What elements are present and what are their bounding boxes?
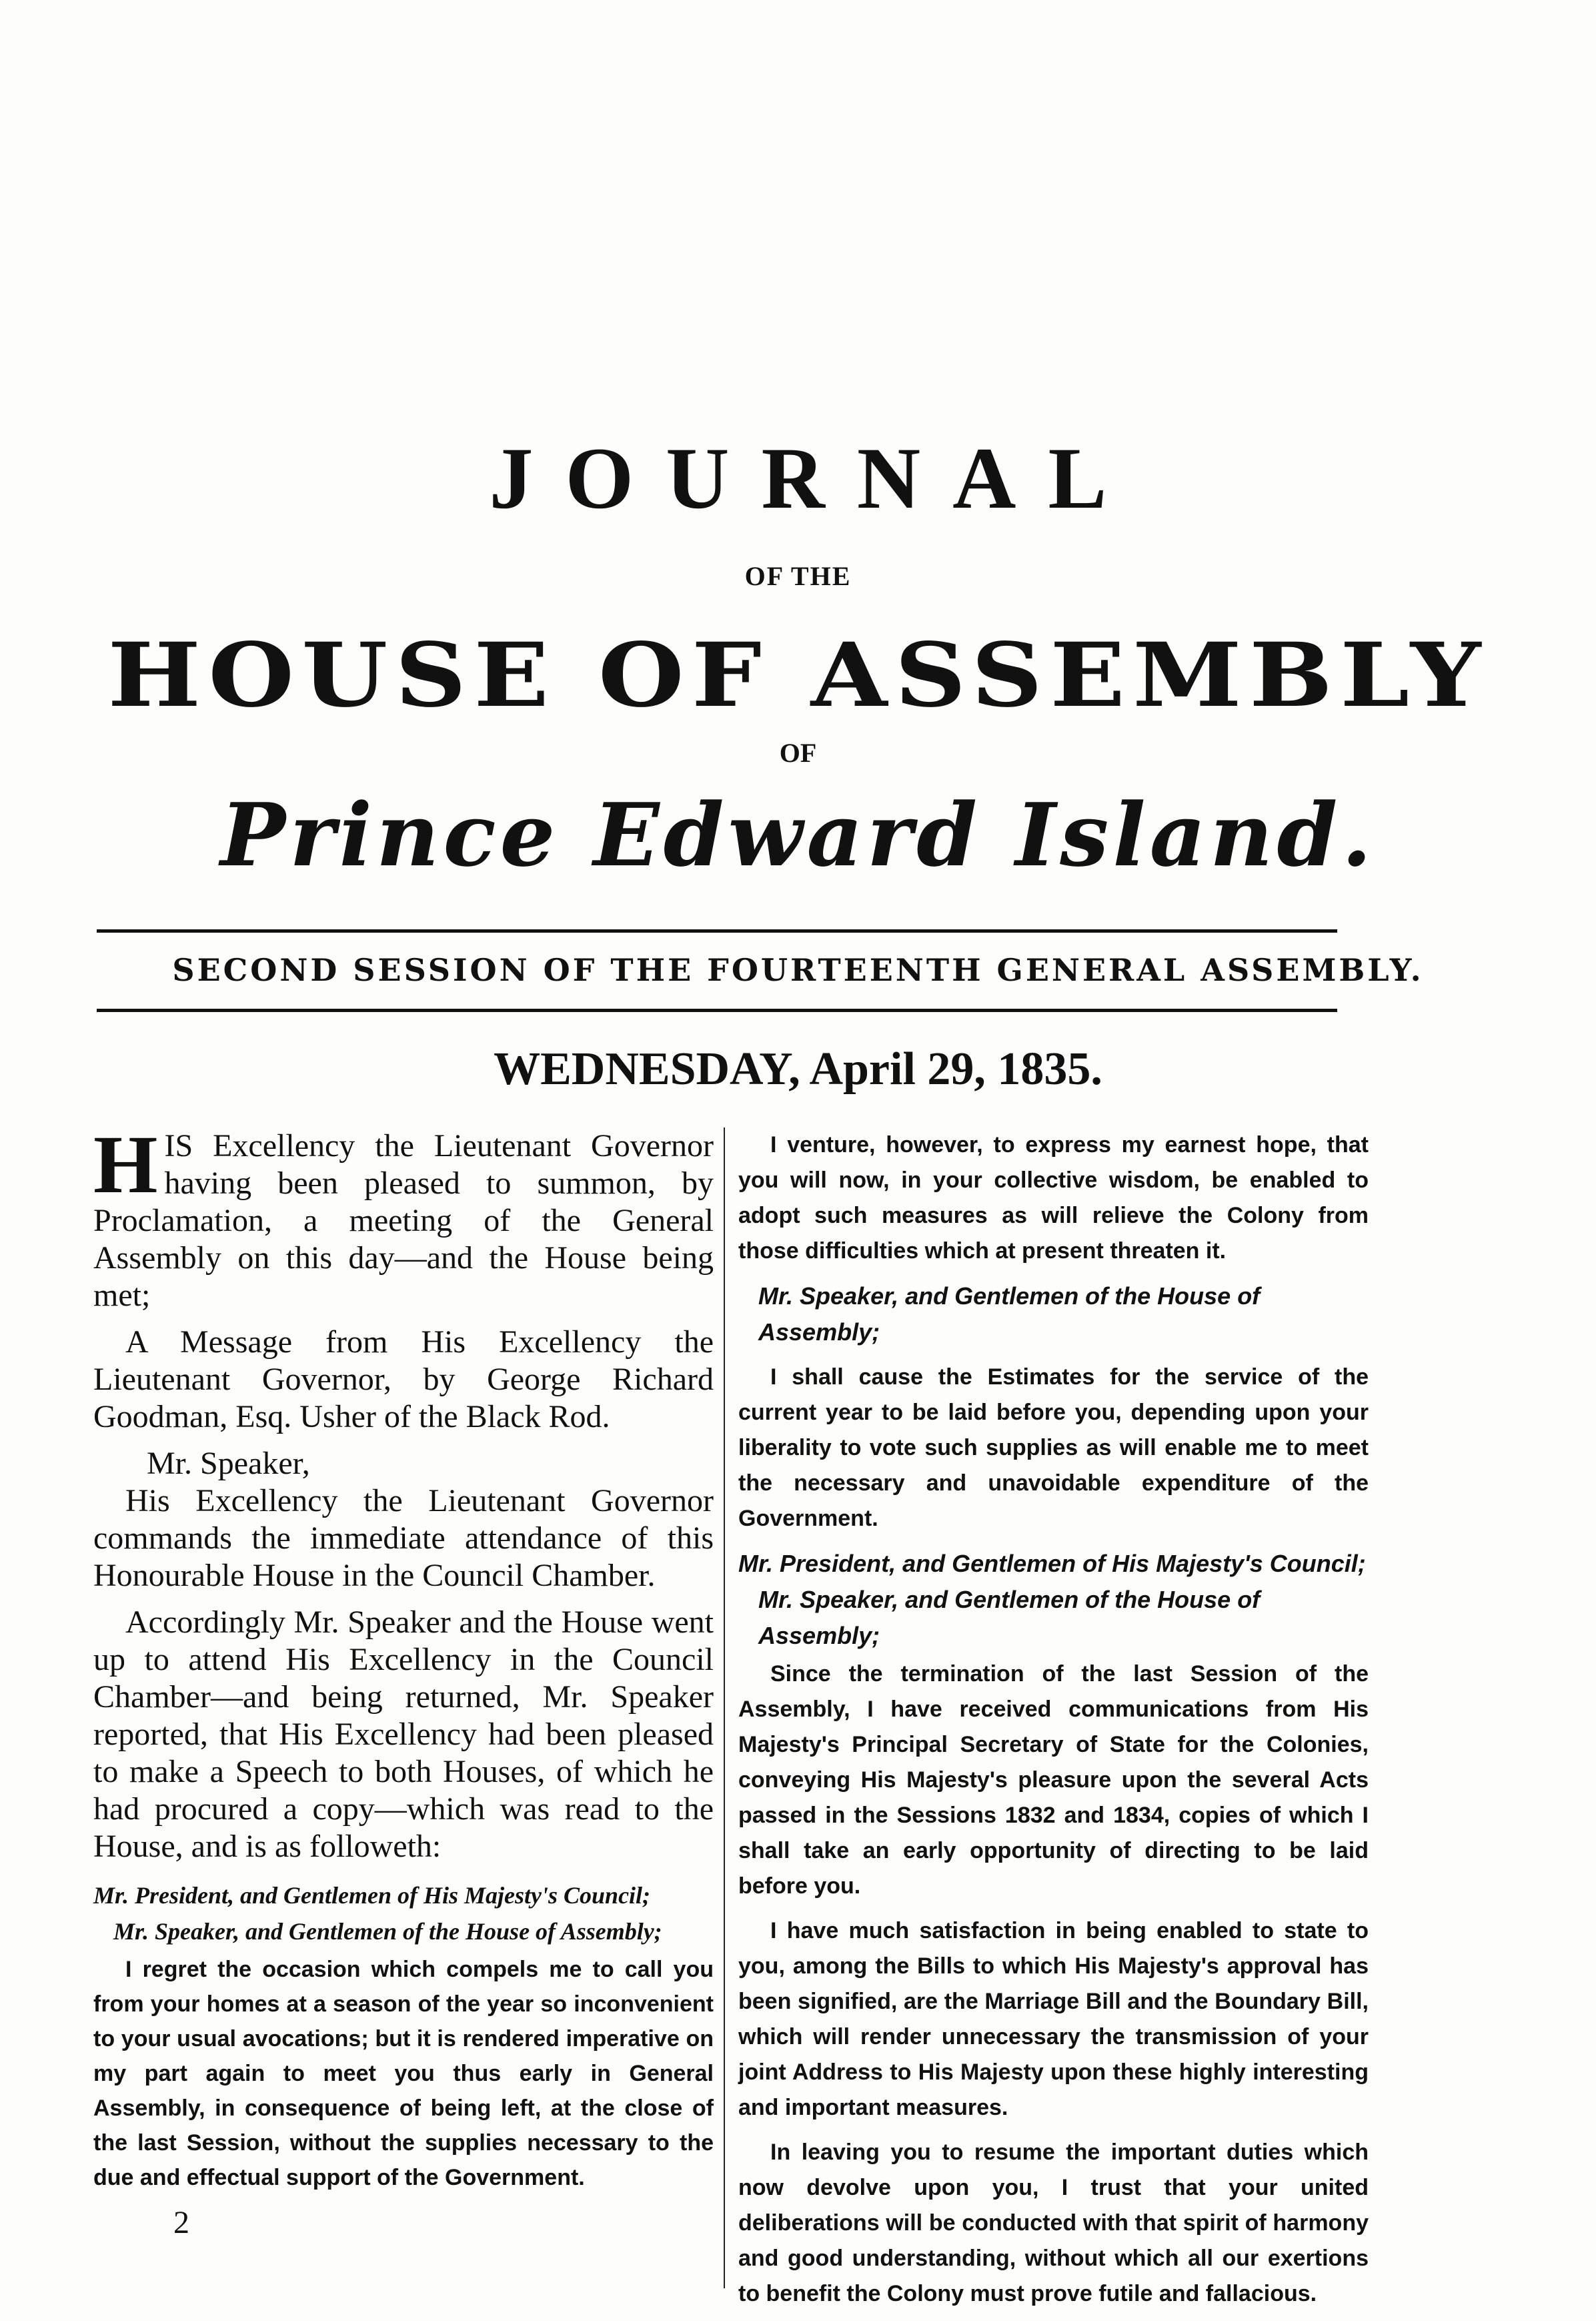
opening-paragraph — [93, 1119, 714, 1314]
session-heading: SECOND SESSION OF THE FOURTEENTH GENERAL ASSEMBLY. — [172, 952, 1424, 988]
column-divider — [724, 1127, 725, 2288]
speech-paragraph-2: I venture, however, to express my earnest hope, that you will now, in your collective wisdom, be enabled to adopt such measures as will relieve the Colony from those difficulties which at present threaten it. — [738, 1132, 1369, 1264]
speech-paragraph-1: I regret the occasion which compels me to call you from your homes at a season of the year so inconvenient to your usual avocations; but it is rendered imperative on my part again to meet you thus early in General Assembly, in consequence of being left, at the close of the last Session, without the supplies necessary to the due and effectual support of the Government. — [93, 1957, 714, 2190]
of-the-label: OF THE — [744, 561, 852, 591]
address-council: Mr. President, and Gentlemen of His Majesty's Council; — [93, 1882, 651, 1909]
top-rule — [97, 929, 1337, 933]
speech-paragraph-5: I have much satisfaction in being enabled to state to you, among the Bills to which His Majesty's approval has been signified, are the Marriage Bill and the Boundary Bill, which will render unnecessary the transmission of your joint Address to His Majesty upon these highly interesting and important measures. — [738, 1918, 1369, 2120]
salutation: Mr. Speaker, — [147, 1446, 310, 1481]
journal-title: JOURNAL — [489, 429, 1139, 527]
prince-edward-island-heading: Prince Edward Island. — [220, 784, 1376, 886]
address-assembly: Mr. Speaker, and Gentlemen of the House of Assembly; — [113, 1918, 662, 1945]
of-label: OF — [779, 738, 817, 768]
left-column — [93, 1119, 714, 2251]
command-paragraph: His Excellency the Lieutenant Governor commands the immediate attendance of this Honourable House in the Council Chamber. — [93, 1483, 714, 1593]
address-council-2: Mr. President, and Gentlemen of His Majesty's Council; — [738, 1550, 1366, 1577]
address-assembly-3: Mr. Speaker, and Gentlemen of the House of Assembly; — [758, 1586, 1261, 1649]
accordingly-paragraph: Accordingly Mr. Speaker and the House went up to attend His Excellency in the Council Chamber—and being returned, Mr. Speaker reported, that His Excellency had been pleased to make a Speech to both Houses, of which he had procured a copy—which was read to the House, and is as followeth: — [93, 1604, 714, 1864]
speech-paragraph-6: In leaving you to resume the important duties which now devolve upon you, I trust that your united deliberations will be conducted with that spirit of harmony and good understanding, without which all our exertions to benefit the Colony must prove futile and fallacious. — [738, 2140, 1369, 2306]
speech-paragraph-4: Since the termination of the last Session of the Assembly, I have received communications from His Majesty's Principal Secretary of State for the Colonies, conveying His Majesty's pleasure upon the several Acts passed in the Sessions 1832 and 1834, copies of which I shall take an early opportunity of directing to be laid before you. — [738, 1661, 1369, 1899]
right-column — [738, 1127, 1369, 2321]
drop-cap: H — [93, 1119, 158, 1210]
address-assembly-2: Mr. Speaker, and Gentlemen of the House of Assembly; — [758, 1282, 1261, 1346]
speech-paragraph-3: I shall cause the Estimates for the service of the current year to be laid before you, depending upon your liberality to vote such supplies as will enable me to meet the necessary and unavoidable expenditure of the Government. — [738, 1364, 1369, 1531]
bottom-rule — [97, 1009, 1337, 1012]
message-paragraph: A Message from His Excellency the Lieutenant Governor, by George Richard Goodman, Esq. Usher of the Black Rod. — [93, 1324, 714, 1434]
page-number: 2 — [173, 2205, 189, 2240]
dateline: WEDNESDAY, April 29, 1835. — [494, 1043, 1102, 1095]
opening-text: IS Excellency the Lieutenant Governor having been pleased to summon, by Proclamation, a meeting of the General Assembly on this day—and the House being met; — [93, 1128, 714, 1313]
house-of-assembly-heading: HOUSE OF ASSEMBLY — [107, 624, 1489, 727]
